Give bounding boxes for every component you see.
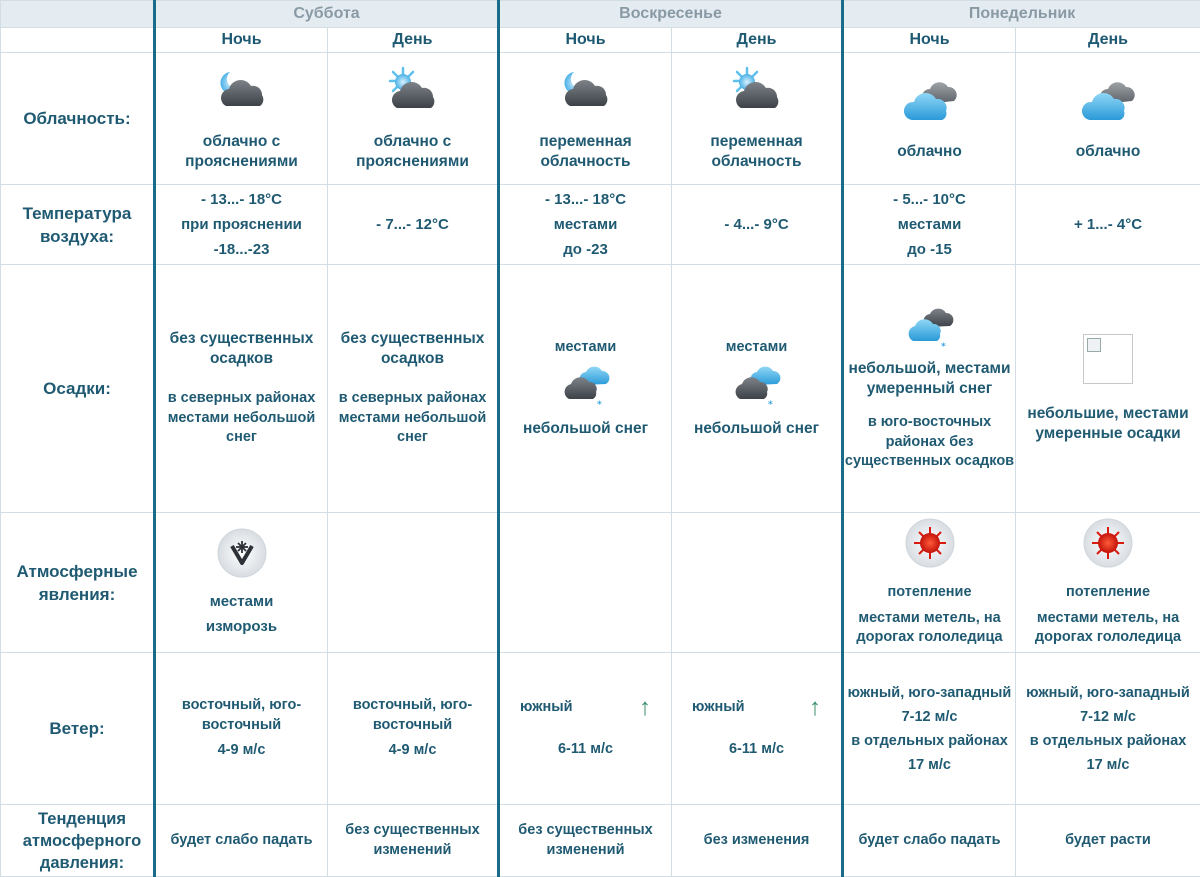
temperature-row	[1, 185, 1200, 265]
phen-main: потепление	[1016, 583, 1200, 603]
row-label-pressure: Тенденция атмосферного давления:	[1, 805, 155, 877]
temp-range: - 13...- 18°C	[500, 187, 671, 212]
pressure-mon-day: будет расти	[1016, 805, 1200, 877]
temp-sun-day: - 4...- 9°C	[672, 185, 843, 265]
phen-note: местами	[156, 589, 327, 614]
cloud-text: переменная облачность	[539, 133, 631, 170]
sun-cloud-icon	[383, 66, 443, 118]
cloud-text: облачно	[897, 143, 962, 160]
phen-sat-day	[328, 513, 499, 653]
wind-direction-line	[500, 698, 671, 718]
part-header-mon-night: Ночь	[843, 28, 1016, 53]
wind-sun-day	[672, 653, 843, 805]
precip-main: без существенных осадков	[156, 329, 327, 369]
wind-direction: южный	[692, 698, 745, 718]
precip-note: местами	[500, 338, 671, 358]
blue-cloud-icon	[900, 76, 960, 128]
frost-icon	[216, 527, 268, 579]
precip-main: без существенных осадков	[328, 329, 497, 369]
corner-cell	[1, 1, 155, 28]
precip-sun-night	[499, 265, 672, 513]
svg-text:*: *	[941, 342, 946, 351]
cloud-sat-day	[328, 53, 499, 185]
precip-main: небольшой, местами умеренный снег	[844, 359, 1015, 399]
wind-sun-night	[499, 653, 672, 805]
cloud-mon-night	[843, 53, 1016, 185]
north-arrow-icon: ↑	[809, 698, 821, 718]
cloud-text: переменная облачность	[710, 133, 802, 170]
wind-speed: 4-9 м/с	[328, 741, 497, 761]
snow-cloud-icon	[561, 363, 611, 409]
thaw-icon	[1082, 517, 1134, 569]
cloud-mon-day	[1016, 53, 1200, 185]
precip-main: небольшой снег	[500, 419, 671, 439]
part-header-mon-day: День	[1016, 28, 1200, 53]
wind-note: в отдельных районах	[1016, 729, 1200, 753]
wind-speed: 6-11 м/с	[500, 740, 671, 760]
snow-cloud-icon	[732, 363, 782, 409]
svg-text:*: *	[597, 400, 602, 409]
sun-cloud-icon	[727, 66, 787, 118]
part-header-sat-day: День	[328, 28, 499, 53]
phenomena-row	[1, 513, 1200, 653]
precip-sat-day	[328, 265, 499, 513]
temp-extra: до -15	[844, 237, 1015, 262]
part-header-sun-night: Ночь	[499, 28, 672, 53]
phen-sat-night	[155, 513, 328, 653]
row-label-precipitation: Осадки:	[1, 265, 155, 513]
pressure-row	[1, 805, 1200, 877]
wind-row	[1, 653, 1200, 805]
precip-note: в северных районах местами небольшой снег	[328, 389, 497, 448]
wind-mon-night	[843, 653, 1016, 805]
days-header-row	[1, 1, 1200, 28]
cloudiness-row	[1, 53, 1200, 185]
moon-cloud-icon	[556, 66, 616, 118]
svg-text:*: *	[768, 400, 773, 409]
wind-note: в отдельных районах	[844, 729, 1015, 753]
pressure-sun-day: без изменения	[672, 805, 843, 877]
temp-note: при прояснении	[156, 212, 327, 237]
wind-gust: 17 м/с	[1016, 753, 1200, 777]
temp-sat-night	[155, 185, 328, 265]
wind-gust: 17 м/с	[844, 753, 1015, 777]
cloud-sun-night	[499, 53, 672, 185]
wind-direction-line	[672, 698, 841, 718]
cloud-text: облачно с прояснениями	[185, 133, 298, 170]
phen-mon-night	[843, 513, 1016, 653]
precip-main: небольшие, местами умеренные осадки	[1016, 404, 1200, 444]
day-header-sunday: Воскресенье	[499, 1, 843, 28]
temp-mon-day: + 1...- 4°C	[1016, 185, 1200, 265]
wind-direction: южный, юго-западный	[1016, 681, 1200, 705]
precip-mon-day	[1016, 265, 1200, 513]
row-label-cloudiness: Облачность:	[1, 53, 155, 185]
wind-speed: 4-9 м/с	[156, 741, 327, 761]
precip-sun-day	[672, 265, 843, 513]
snow-cloud-icon	[905, 305, 955, 351]
phen-note: местами метель, на дорогах гололедица	[1016, 609, 1200, 648]
temp-extra: до -23	[500, 237, 671, 262]
precipitation-row	[1, 265, 1200, 513]
cloud-text: облачно	[1076, 143, 1141, 160]
row-label-wind: Ветер:	[1, 653, 155, 805]
wind-speed: 6-11 м/с	[672, 740, 841, 760]
temp-range: - 5...- 10°C	[844, 187, 1015, 212]
wind-speed: 7-12 м/с	[1016, 705, 1200, 729]
wind-mon-day	[1016, 653, 1200, 805]
blue-cloud-icon	[1078, 76, 1138, 128]
wind-direction: восточный, юго-восточный	[328, 696, 497, 735]
pressure-sat-day: без существенных изменений	[328, 805, 499, 877]
day-header-saturday: Суббота	[155, 1, 499, 28]
north-arrow-icon: ↑	[639, 698, 651, 718]
pressure-sun-night: без существенных изменений	[499, 805, 672, 877]
wind-speed: 7-12 м/с	[844, 705, 1015, 729]
precip-main: небольшой снег	[672, 419, 841, 439]
wind-direction: южный	[520, 698, 573, 718]
thaw-icon	[904, 517, 956, 569]
part-header-sat-night: Ночь	[155, 28, 328, 53]
part-header-sun-day: День	[672, 28, 843, 53]
phen-sun-night	[499, 513, 672, 653]
temp-mon-night	[843, 185, 1016, 265]
wind-direction: восточный, юго-восточный	[156, 696, 327, 735]
phen-note: местами метель, на дорогах гололедица	[844, 609, 1015, 648]
pressure-sat-night: будет слабо падать	[155, 805, 328, 877]
wind-direction: южный, юго-западный	[844, 681, 1015, 705]
precip-mon-night	[843, 265, 1016, 513]
wind-sat-day	[328, 653, 499, 805]
temp-range: - 13...- 18°C	[156, 187, 327, 212]
cloud-sun-day	[672, 53, 843, 185]
phen-main: потепление	[844, 583, 1015, 603]
temp-sat-day: - 7...- 12°C	[328, 185, 499, 265]
cloud-text: облачно с прояснениями	[356, 133, 469, 170]
moon-cloud-icon	[212, 66, 272, 118]
corner-cell-2	[1, 28, 155, 53]
precip-sat-night	[155, 265, 328, 513]
precip-note: местами	[672, 338, 841, 358]
day-header-monday: Понедельник	[843, 1, 1200, 28]
precip-note: в северных районах местами небольшой снег	[156, 389, 327, 448]
row-label-temperature: Температура воздуха:	[1, 185, 155, 265]
pressure-mon-night: будет слабо падать	[843, 805, 1016, 877]
temp-extra: -18...-23	[156, 237, 327, 262]
temp-sun-night	[499, 185, 672, 265]
temp-note: местами	[500, 212, 671, 237]
precip-note: в юго-восточных районах без существенных осадков	[844, 413, 1015, 472]
broken-image-icon	[1083, 334, 1133, 384]
row-label-phenomena: Атмосферные явления:	[1, 513, 155, 653]
cloud-sat-night	[155, 53, 328, 185]
phen-main: изморозь	[156, 614, 327, 639]
phen-mon-day	[1016, 513, 1200, 653]
temp-note: местами	[844, 212, 1015, 237]
parts-header-row	[1, 28, 1200, 53]
phen-sun-day	[672, 513, 843, 653]
wind-sat-night	[155, 653, 328, 805]
